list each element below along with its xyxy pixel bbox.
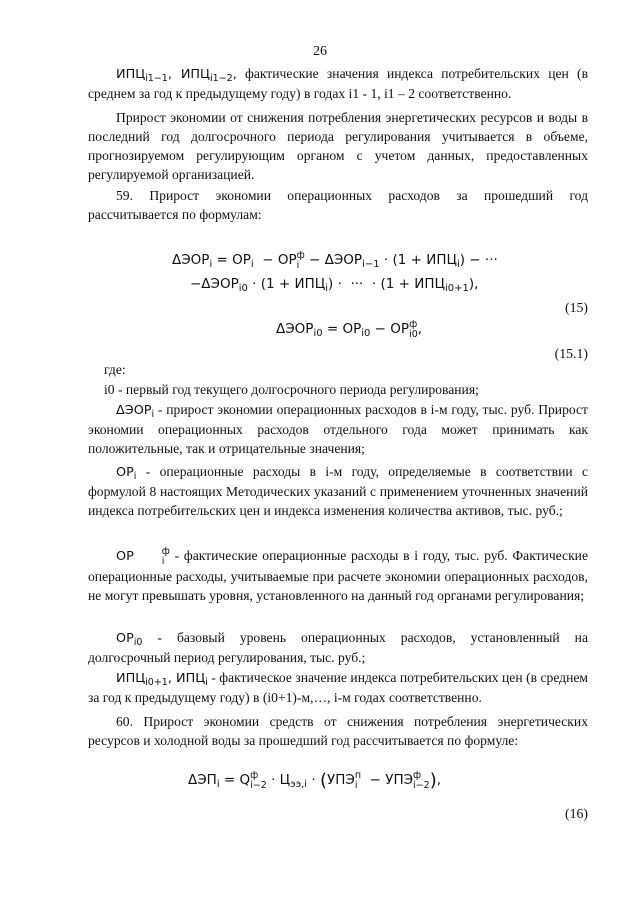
equation-number-16: (16) — [565, 806, 588, 821]
definition-i0: i0 - первый год текущего долгосрочного периода регулирования; — [104, 382, 479, 397]
definition-opf-text: - фактические операционные расходы в i году, тыс. руб. Фактические операционные расходы, учитываемые при расчете экономии операционных расходов, не могут превышать уровня, установленного на данный год органами регулирования; — [88, 548, 588, 603]
equation-number-15: (15) — [565, 300, 588, 315]
symbol-ipc: $ИПЦ_{i0+1}$, $ИПЦ_i$ — [116, 671, 208, 688]
definition-opf — [88, 546, 588, 605]
definition-op0-text: - базовый уровень операционных расходов, установленный на долгосрочный период регулирования, тыс. руб.; — [88, 630, 588, 665]
definition-deop-text: - прирост экономии операционных расходов в i-м году, тыс. руб. Прирост экономии операционных расходов отдельного года может принимать как положительные, так и отрицательные значения; — [88, 402, 588, 456]
formula-15-1: $\Delta ЭОР_{i0} = ОР_{i0}$ − ОР ф i0 , — [276, 319, 423, 340]
formula-16: $\Delta ЭП_i = Q$ ф i−2 · $Ц_{ээ,i} \cdot (УПЭ$ п i − УПЭ ф i−2 ), — [188, 770, 442, 791]
paragraph-60: 60. Прирост экономии средств от снижения потребления энергетических ресурсов и холодной воды за прошедший год рассчитывается по формуле: — [88, 714, 588, 748]
definition-deop — [88, 400, 588, 458]
symbol-opf: ОР ф i — [116, 546, 170, 567]
paragraph-ipc-definition — [88, 64, 588, 103]
definition-op-text: - операционные расходы в i-м году, определяемые в соответствии с формулой 8 настоящих Методических указаний с применением уточненных значений индекса потребительских цен и индекса изменения количества активов, тыс. руб.; — [88, 464, 588, 518]
page-number: 26 — [313, 44, 327, 59]
where-label: где: — [104, 362, 126, 377]
definition-op0 — [88, 628, 588, 667]
paragraph-economy-last-year: Прирост экономии от снижения потребления энергетических ресурсов и воды в последний год долгосрочного периода регулирования учитывается в объеме, прогнозируемом регулирующим органом с учетом данных, предоставленных регулируемой организацией. — [88, 110, 588, 182]
equation-number-15-1: (15.1) — [554, 346, 588, 361]
paragraph-59: 59. Прирост экономии операционных расходов за прошедший год рассчитывается по формулам: — [88, 188, 588, 222]
symbol-op: $ОР_i$ — [116, 465, 137, 482]
formula-ipc-symbols: $ИПЦ_{i1-1}$, $ИПЦ_{i1-2}$, — [116, 67, 237, 84]
definition-ipc — [88, 668, 588, 707]
definition-ipc-text: - фактическое значение индекса потребительских цен (в среднем за год к предыдущему году) в (i0+1)-м,…, i-м годах соответственно. — [88, 670, 588, 705]
symbol-op0: $ОР_{i0}$ — [116, 631, 143, 648]
formula-15-line2: $-\Delta ЭОР_{i0} \cdot (1 + ИПЦ_i)$ · ··· · $(1 + ИПЦ_{i0+1})$, — [190, 276, 479, 294]
formula-15-line1: $\Delta ЭОР_i = ОР_i$ − ОР ф i − $\Delta ЭОР_{i-1} \cdot (1 + ИПЦ_i)$ − ··· — [172, 250, 498, 271]
symbol-deop: $\Delta ЭОР_i$ — [116, 403, 155, 420]
definition-op — [88, 462, 588, 520]
ipc-definition-text: фактические значения индекса потребительских цен (в среднем за год к предыдущему году) в годах i1 - 1, i1 – 2 соответственно. — [88, 66, 588, 101]
